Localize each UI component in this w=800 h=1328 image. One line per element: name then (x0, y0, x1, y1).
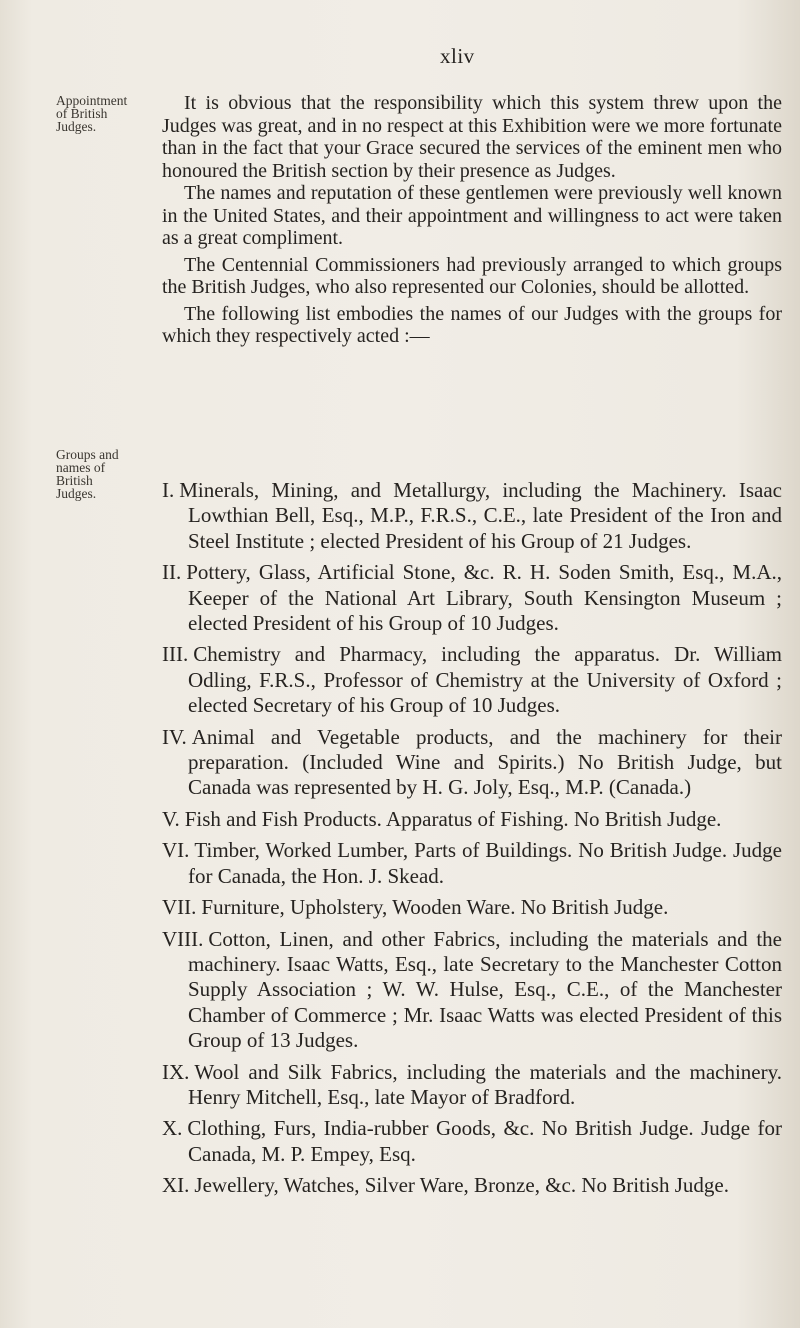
group-text: Chemistry and Pharmacy, including the apparatus. Dr. William Odling, F.R.S., Professor of Chemistry at the University of Oxford ; elected Secretary of his Group of 10 Judges. (188, 642, 782, 718)
group-number: IV. (162, 724, 187, 749)
list-item (162, 1173, 782, 1198)
page-number: xliv (440, 44, 475, 68)
group-number: VI. (162, 838, 190, 863)
list-item (162, 807, 782, 832)
group-text: Wool and Silk Fabrics, including the materials and the machinery. Henry Mitchell, Esq., late Mayor of Bradford. (188, 1059, 782, 1109)
margin-note-appointment: Appointment of British Judges. (56, 93, 128, 134)
group-number: III. (162, 642, 189, 667)
list-item (162, 560, 782, 636)
group-text: Pottery, Glass, Artificial Stone, &c. R. H. Soden Smith, Esq., M.A., Keeper of the National Art Library, South Kensington Museum ; elected President of his Group of 10 Judges. (186, 560, 782, 636)
group-text: Minerals, Mining, and Metallurgy, including the Machinery. Isaac Lowthian Bell, Esq., M.P., F.R.S., C.E., late President of the Iron and Steel Institute ; elected President of his Group of 21 Judges. (179, 478, 782, 553)
list-item (162, 1060, 782, 1111)
list-item (162, 927, 782, 1054)
group-number: IX. (162, 1059, 190, 1084)
group-number: VII. (162, 895, 197, 920)
group-text: Furniture, Upholstery, Wooden Ware. No British Judge. (201, 895, 669, 920)
list-item (162, 838, 782, 889)
margin-note-groups: Groups and names of British Judges. (56, 447, 119, 501)
group-number: V. (162, 806, 180, 831)
groups-list (162, 478, 782, 1205)
paragraph: The names and reputation of these gentlemen were previously well known in the United States, and their appointment and willingness to act were taken as a great compliment. (162, 182, 782, 249)
paragraph: The following list embodies the names of our Judges with the groups for which they respectively acted :— (162, 302, 782, 347)
group-number: I. (162, 478, 175, 502)
list-item (162, 642, 782, 718)
group-text: Animal and Vegetable products, and the machinery for their preparation. (Included Wine and Spirits.) No British Judge, but Canada was represented by H. G. Joly, Esq., M.P. (Canada.) (188, 724, 782, 800)
group-number: II. (162, 560, 182, 585)
group-text: Jewellery, Watches, Silver Ware, Bronze, &c. No British Judge. (194, 1173, 729, 1198)
paragraph: The Centennial Commissioners had previously arranged to which groups the British Judges, who also represented our Colonies, should be allotted. (162, 253, 782, 298)
list-item (162, 478, 782, 554)
group-text: Fish and Fish Products. Apparatus of Fishing. No British Judge. (184, 806, 722, 831)
paragraph: It is obvious that the responsibility which this system threw upon the Judges was great, and in no respect at this Exhibition were we more fortunate than in the fact that your Grace secured the services of the eminent men who honoured the British section by their presence as Judges. (162, 92, 782, 182)
body-text (162, 92, 782, 348)
group-text: Cotton, Linen, and other Fabrics, including the materials and the machinery. Isaac Watts, Esq., late Secretary to the Manchester Cotton Supply Association ; W. W. Hulse, Esq., C.E., of the Manchester Chamber of Commerce ; Mr. Isaac Watts was elected President of this Group of 13 Judges. (188, 926, 782, 1053)
list-item (162, 725, 782, 801)
group-text: Timber, Worked Lumber, Parts of Buildings. No British Judge. Judge for Canada, the Hon. J. Skead. (188, 838, 782, 888)
list-item (162, 895, 782, 920)
group-number: X. (162, 1116, 183, 1141)
group-number: XI. (162, 1173, 190, 1198)
list-item (162, 1116, 782, 1167)
group-number: VIII. (162, 926, 204, 951)
group-text: Clothing, Furs, India-rubber Goods, &c. No British Judge. Judge for Canada, M. P. Empey, Esq. (187, 1116, 782, 1166)
